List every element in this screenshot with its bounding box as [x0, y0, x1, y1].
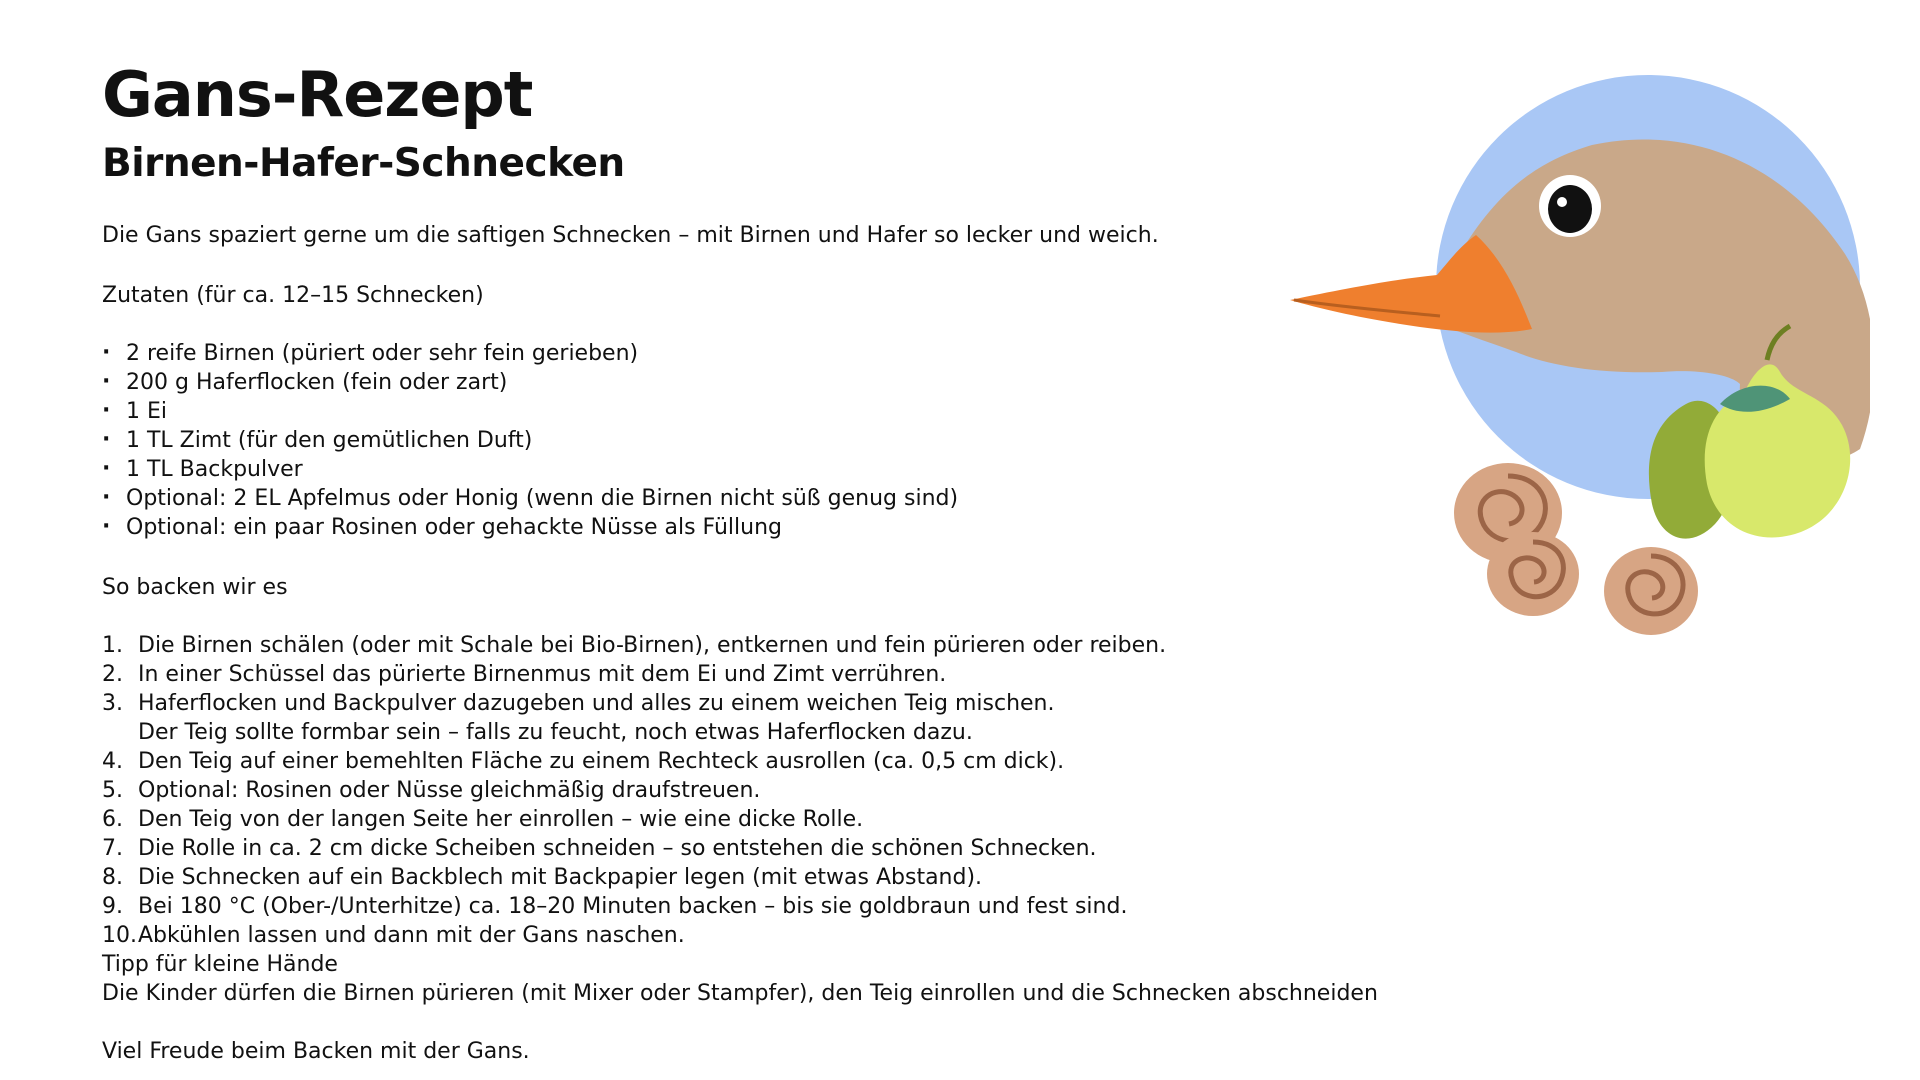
method-heading: So backen wir es — [102, 574, 288, 600]
oat-roll-3 — [1604, 547, 1698, 635]
ingredient-item: · 2 reife Birnen (püriert oder sehr fein gerieben) — [102, 339, 1542, 368]
ingredient-item: · 200 g Haferflocken (fein oder zart) — [102, 368, 1542, 397]
method-step — [102, 892, 1542, 921]
method-step — [102, 747, 1542, 776]
step-number: 2. — [102, 661, 123, 687]
step-number: 3. — [102, 690, 123, 716]
step-text: Die Rolle in ca. 2 cm dicke Scheiben schneiden – so entstehen die schönen Schnecken. — [138, 835, 1097, 861]
ingredient-item: · 1 TL Backpulver — [102, 455, 1542, 484]
step-text: Abkühlen lassen und dann mit der Gans naschen. — [138, 922, 685, 948]
goose-illustration-svg — [1270, 64, 1870, 654]
step-number: 10. — [102, 922, 137, 948]
oat-roll-2 — [1487, 532, 1579, 616]
ingredients-heading: Zutaten (für ca. 12–15 Schnecken) — [102, 282, 484, 308]
step-number: 5. — [102, 777, 123, 803]
step-text: Die Birnen schälen (oder mit Schale bei Bio-Birnen), entkernen und fein pürieren oder reiben. — [138, 632, 1167, 658]
goose-eye-highlight — [1557, 197, 1567, 207]
step-number: 7. — [102, 835, 123, 861]
method-step — [102, 689, 1542, 718]
step-text: Haferflocken und Backpulver dazugeben und alles zu einem weichen Teig mischen. — [138, 690, 1055, 716]
step-text: Den Teig von der langen Seite her einrollen – wie eine dicke Rolle. — [138, 806, 864, 832]
intro-text: Die Gans spaziert gerne um die saftigen Schnecken – mit Birnen und Hafer so lecker und weich. — [102, 222, 1159, 248]
method-step — [102, 805, 1542, 834]
goose-illustration — [1270, 64, 1870, 654]
method-steps-list-continued — [102, 747, 1542, 950]
page-title: Gans-Rezept — [102, 58, 533, 131]
recipe-subtitle: Birnen-Hafer-Schnecken — [102, 141, 625, 186]
step-number: 8. — [102, 864, 123, 890]
step-continuation: Der Teig sollte formbar sein – falls zu feucht, noch etwas Haferflocken dazu. — [138, 719, 973, 745]
step-number: 1. — [102, 632, 123, 658]
method-step — [102, 863, 1542, 892]
method-step — [102, 660, 1542, 689]
tip-heading: Tipp für kleine Hände — [102, 951, 338, 977]
step-number: 4. — [102, 748, 123, 774]
goose-eye — [1548, 185, 1592, 233]
step-number: 6. — [102, 806, 123, 832]
closing-text: Viel Freude beim Backen mit der Gans. — [102, 1038, 530, 1064]
method-step — [102, 921, 1542, 950]
step-text: Die Schnecken auf ein Backblech mit Backpapier legen (mit etwas Abstand). — [138, 864, 983, 890]
ingredient-item: · 1 Ei — [102, 397, 1542, 426]
step-text: Bei 180 °C (Ober-/Unterhitze) ca. 18–20 Minuten backen – bis sie goldbraun und fest sind. — [138, 893, 1128, 919]
ingredient-item: · Optional: ein paar Rosinen oder gehackte Nüsse als Füllung — [102, 513, 1542, 542]
ingredient-item: · 1 TL Zimt (für den gemütlichen Duft) — [102, 426, 1542, 455]
method-step — [102, 834, 1542, 863]
step-text: Optional: Rosinen oder Nüsse gleichmäßig draufstreuen. — [138, 777, 761, 803]
step-number: 9. — [102, 893, 123, 919]
tip-text: Die Kinder dürfen die Birnen pürieren (mit Mixer oder Stampfer), den Teig einrollen und die Schnecken abschneiden — [102, 980, 1378, 1006]
ingredient-item: · Optional: 2 EL Apfelmus oder Honig (wenn die Birnen nicht süß genug sind) — [102, 484, 1542, 513]
step-text: Den Teig auf einer bemehlten Fläche zu einem Rechteck ausrollen (ca. 0,5 cm dick). — [138, 748, 1065, 774]
method-step — [102, 776, 1542, 805]
step-text: In einer Schüssel das pürierte Birnenmus mit dem Ei und Zimt verrühren. — [138, 661, 947, 687]
